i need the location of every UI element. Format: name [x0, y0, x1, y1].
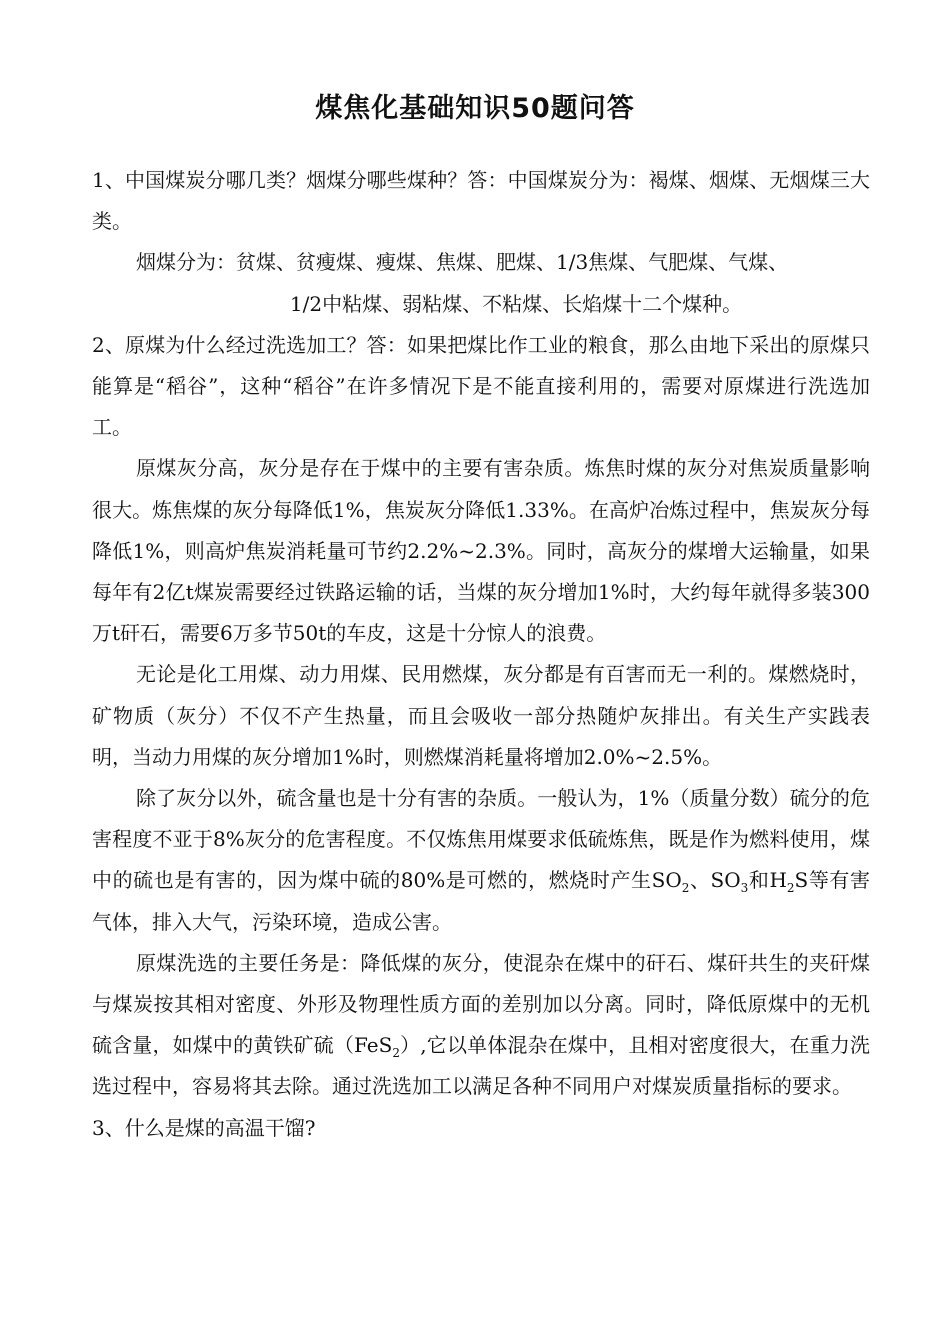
fes2-subscript: 2 [392, 1046, 400, 1061]
question-1-detail-b: 1/2中粘煤、弱粘煤、不粘煤、长焰煤十二个煤种。 [289, 291, 743, 316]
question-1-detail-a: 烟煤分为：贫煤、贫瘦煤、瘦煤、焦煤、肥煤、1/3焦煤、气肥煤、气煤、 [136, 250, 789, 275]
document-body [92, 160, 870, 1149]
h2s-text: 和H [748, 868, 787, 893]
so-text: SO [651, 868, 682, 893]
task-text-a: 原煤洗选的主要任务是：降低煤的灰分，使混杂在煤中的矸石、煤矸共生的夹矸煤与煤炭按其相对密度、外形及物理性质方面的差别加以分离。同时，降低原煤中的无机硫含量，如煤中的黄铁矿硫（FeS [92, 950, 870, 1058]
sulfur-text: 除了灰分以外，硫含量也是十分有害的杂质。一般认为，1%（质量分数）硫分的危害程度不亚于8%灰分的危害程度。不仅炼焦用煤要求低硫炼焦，既是作为燃料使用，煤中的硫也是有害的，因为煤中硫的80%是可燃的，燃烧时产生 [92, 786, 870, 893]
paragraph-task [92, 943, 870, 1108]
task-text-b: ）,它以单体混杂在煤中，且相对密度很大，在重力洗选过程中，容易将其去除。通过洗选加工以满足各种不同用户对煤炭质量指标的要求。 [92, 1033, 871, 1099]
sulfur-end-text: S等有害气体，排入大气，污染环境，造成公害。 [92, 868, 870, 934]
subscript-2b: 2 [786, 881, 795, 896]
question-1: 1、中国煤炭分哪几类？烟煤分哪些煤种？答：中国煤炭分为：褐煤、烟煤、无烟煤三大类。 [92, 168, 870, 234]
paragraph-ash: 原煤灰分高，灰分是存在于煤中的主要有害杂质。炼焦时煤的灰分对焦炭质量影响很大。炼焦煤的灰分每降低1%，焦炭灰分降低1.33%。在高炉冶炼过程中，焦炭灰分每降低1%，则高炉焦炭消耗量可节约2.2%~2.3%。同时，高灰分的煤增大运输量，如果每年有2亿t煤炭需要经过铁路运输的话，当煤的灰分增加1%时，大约每年就得多装300万t矸石，需要6万多节50t的车皮，这是十分惊人的浪费。 [92, 456, 870, 646]
title-text: 煤焦化基础知识50题问答 [315, 93, 635, 124]
question-3: 3、什么是煤的高温干馏? [92, 1115, 316, 1140]
document-title [0, 86, 950, 125]
so3-text: 、SO [689, 868, 741, 893]
question-2: 2、原煤为什么经过洗选加工？答：如果把煤比作工业的粮食，那么由地下采出的原煤只能算是“稻谷”，这种“稻谷”在许多情况下是不能直接利用的，需要对原煤进行洗选加工。 [92, 332, 870, 440]
paragraph-sulfur [92, 778, 870, 943]
subscript-3: 3 [740, 881, 749, 896]
paragraph-harm: 无论是化工用煤、动力用煤、民用燃煤，灰分都是有百害而无一利的。煤燃烧时，矿物质（灰分）不仅不产生热量，而且会吸收一部分热随炉灰排出。有关生产实践表明，当动力用煤的灰分增加1%时，则燃煤消耗量将增加2.0%~2.5%。 [92, 662, 870, 769]
subscript-2: 2 [681, 881, 690, 896]
